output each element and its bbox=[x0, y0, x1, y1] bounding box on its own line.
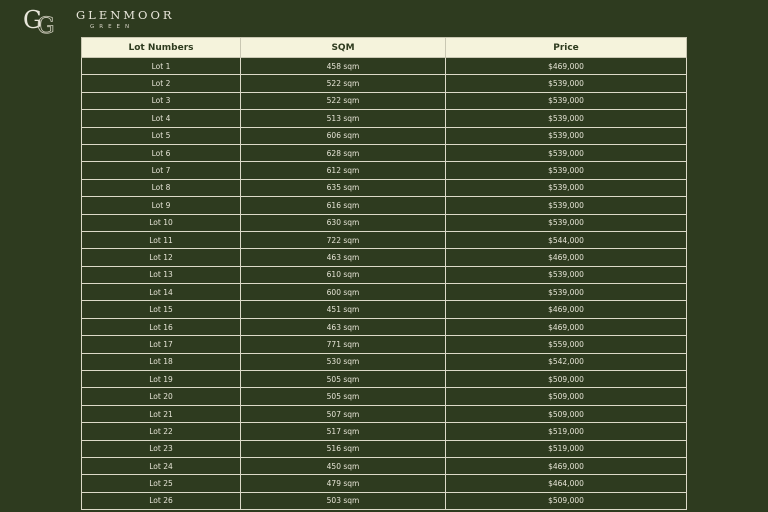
header-sqm: SQM bbox=[241, 38, 446, 58]
header-price: Price bbox=[446, 38, 687, 58]
sqm-cell: 522 sqm bbox=[241, 75, 446, 92]
price-cell: $539,000 bbox=[446, 127, 687, 144]
sqm-cell: 630 sqm bbox=[241, 214, 446, 231]
table-row bbox=[82, 440, 687, 457]
lot-number-cell: Lot 17 bbox=[82, 336, 241, 353]
price-cell: $469,000 bbox=[446, 58, 687, 75]
lot-number-cell: Lot 4 bbox=[82, 110, 241, 127]
sqm-cell: 513 sqm bbox=[241, 110, 446, 127]
table-row bbox=[82, 492, 687, 509]
brand-logo bbox=[22, 6, 175, 34]
table-header-row bbox=[82, 38, 687, 58]
table-row bbox=[82, 266, 687, 283]
table-row bbox=[82, 179, 687, 196]
sqm-cell: 628 sqm bbox=[241, 144, 446, 161]
lot-number-cell: Lot 13 bbox=[82, 266, 241, 283]
sqm-cell: 463 sqm bbox=[241, 318, 446, 335]
table-row bbox=[82, 75, 687, 92]
sqm-cell: 451 sqm bbox=[241, 301, 446, 318]
sqm-cell: 516 sqm bbox=[241, 440, 446, 457]
table-row bbox=[82, 388, 687, 405]
price-cell: $544,000 bbox=[446, 231, 687, 248]
price-cell: $539,000 bbox=[446, 284, 687, 301]
table-row bbox=[82, 110, 687, 127]
price-cell: $509,000 bbox=[446, 405, 687, 422]
table-row bbox=[82, 231, 687, 248]
brand-subtitle: GREEN bbox=[90, 23, 135, 30]
table-row bbox=[82, 336, 687, 353]
price-cell: $509,000 bbox=[446, 388, 687, 405]
price-cell: $539,000 bbox=[446, 266, 687, 283]
lot-number-cell: Lot 26 bbox=[82, 492, 241, 509]
lot-number-cell: Lot 19 bbox=[82, 371, 241, 388]
sqm-cell: 503 sqm bbox=[241, 492, 446, 509]
lot-number-cell: Lot 6 bbox=[82, 144, 241, 161]
table-row bbox=[82, 249, 687, 266]
price-cell: $539,000 bbox=[446, 162, 687, 179]
lot-number-cell: Lot 18 bbox=[82, 353, 241, 370]
price-cell: $509,000 bbox=[446, 371, 687, 388]
price-cell: $469,000 bbox=[446, 457, 687, 474]
sqm-cell: 612 sqm bbox=[241, 162, 446, 179]
table-row bbox=[82, 353, 687, 370]
sqm-cell: 616 sqm bbox=[241, 197, 446, 214]
sqm-cell: 505 sqm bbox=[241, 388, 446, 405]
price-cell: $464,000 bbox=[446, 475, 687, 492]
lot-number-cell: Lot 9 bbox=[82, 197, 241, 214]
price-cell: $539,000 bbox=[446, 110, 687, 127]
svg-text:G: G bbox=[37, 14, 55, 34]
table-row bbox=[82, 197, 687, 214]
lot-number-cell: Lot 2 bbox=[82, 75, 241, 92]
table-row bbox=[82, 92, 687, 109]
header-lot-numbers: Lot Numbers bbox=[82, 38, 241, 58]
lot-number-cell: Lot 7 bbox=[82, 162, 241, 179]
table-row bbox=[82, 214, 687, 231]
sqm-cell: 505 sqm bbox=[241, 371, 446, 388]
table-row bbox=[82, 475, 687, 492]
lot-number-cell: Lot 1 bbox=[82, 58, 241, 75]
lot-number-cell: Lot 5 bbox=[82, 127, 241, 144]
sqm-cell: 463 sqm bbox=[241, 249, 446, 266]
price-cell: $539,000 bbox=[446, 144, 687, 161]
lot-number-cell: Lot 14 bbox=[82, 284, 241, 301]
lot-number-cell: Lot 11 bbox=[82, 231, 241, 248]
sqm-cell: 450 sqm bbox=[241, 457, 446, 474]
price-cell: $469,000 bbox=[446, 301, 687, 318]
table-row bbox=[82, 423, 687, 440]
table-row bbox=[82, 318, 687, 335]
table-row bbox=[82, 371, 687, 388]
lot-number-cell: Lot 20 bbox=[82, 388, 241, 405]
lot-number-cell: Lot 23 bbox=[82, 440, 241, 457]
brand-name: GLENMOOR bbox=[76, 8, 175, 22]
price-cell: $539,000 bbox=[446, 214, 687, 231]
lot-number-cell: Lot 3 bbox=[82, 92, 241, 109]
lot-number-cell: Lot 16 bbox=[82, 318, 241, 335]
price-cell: $469,000 bbox=[446, 318, 687, 335]
table-row bbox=[82, 301, 687, 318]
lot-number-cell: Lot 21 bbox=[82, 405, 241, 422]
price-cell: $559,000 bbox=[446, 336, 687, 353]
sqm-cell: 458 sqm bbox=[241, 58, 446, 75]
lot-number-cell: Lot 15 bbox=[82, 301, 241, 318]
sqm-cell: 606 sqm bbox=[241, 127, 446, 144]
lot-number-cell: Lot 10 bbox=[82, 214, 241, 231]
sqm-cell: 522 sqm bbox=[241, 92, 446, 109]
price-cell: $519,000 bbox=[446, 440, 687, 457]
table-row bbox=[82, 284, 687, 301]
price-list bbox=[81, 37, 686, 510]
lot-number-cell: Lot 24 bbox=[82, 457, 241, 474]
svg-text:G: G bbox=[23, 6, 43, 34]
lot-number-cell: Lot 8 bbox=[82, 179, 241, 196]
sqm-cell: 600 sqm bbox=[241, 284, 446, 301]
sqm-cell: 530 sqm bbox=[241, 353, 446, 370]
lot-number-cell: Lot 25 bbox=[82, 475, 241, 492]
sqm-cell: 479 sqm bbox=[241, 475, 446, 492]
table-row bbox=[82, 405, 687, 422]
price-cell: $519,000 bbox=[446, 423, 687, 440]
table-row bbox=[82, 58, 687, 75]
price-cell: $469,000 bbox=[446, 249, 687, 266]
sqm-cell: 517 sqm bbox=[241, 423, 446, 440]
sqm-cell: 507 sqm bbox=[241, 405, 446, 422]
sqm-cell: 722 sqm bbox=[241, 231, 446, 248]
lot-number-cell: Lot 12 bbox=[82, 249, 241, 266]
sqm-cell: 771 sqm bbox=[241, 336, 446, 353]
price-cell: $542,000 bbox=[446, 353, 687, 370]
table-row bbox=[82, 144, 687, 161]
price-cell: $539,000 bbox=[446, 179, 687, 196]
price-cell: $539,000 bbox=[446, 75, 687, 92]
lot-price-table bbox=[81, 37, 687, 510]
table-row bbox=[82, 127, 687, 144]
sqm-cell: 610 sqm bbox=[241, 266, 446, 283]
price-cell: $539,000 bbox=[446, 197, 687, 214]
price-cell: $539,000 bbox=[446, 92, 687, 109]
table-row bbox=[82, 457, 687, 474]
price-cell: $509,000 bbox=[446, 492, 687, 509]
lot-number-cell: Lot 22 bbox=[82, 423, 241, 440]
sqm-cell: 635 sqm bbox=[241, 179, 446, 196]
table-row bbox=[82, 162, 687, 179]
monogram-logo-icon bbox=[22, 6, 74, 34]
